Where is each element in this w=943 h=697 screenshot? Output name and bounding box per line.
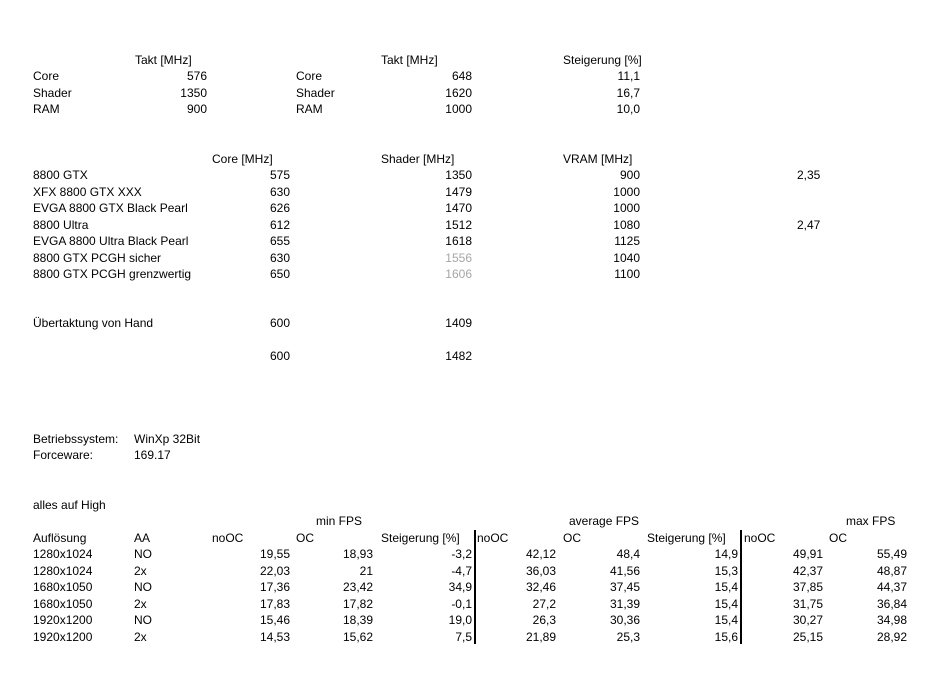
group-min-fps: min FPS [316,514,363,528]
fps-min-nooc: 15,46 [259,613,290,627]
increase-value: 11,1 [617,69,640,83]
fps-min-oc: 17,82 [342,597,373,611]
fps-resolution: 1680x1050 [33,597,93,611]
fps-avg-nooc: 32,46 [525,580,556,594]
fps-avg-oc: 48,4 [616,547,640,561]
card-shader: 1556 [445,251,472,265]
fps-min-oc: 21 [359,564,373,578]
header-avg-oc: OC [563,531,581,545]
column-divider [474,530,476,644]
card-vram: 900 [619,168,640,182]
fps-max-nooc: 37,85 [792,580,823,594]
fps-min-oc: 18,39 [342,613,373,627]
fps-max-oc: 36,84 [876,597,907,611]
settings-note: alles auf High [33,498,106,512]
header-avg-increase: Steigerung [%] [647,531,726,545]
manual-oc-shader: 1409 [445,316,472,330]
fps-avg-oc: 30,36 [609,613,640,627]
fps-avg-oc: 25,3 [616,630,640,644]
card-core: 626 [269,201,290,215]
fps-max-oc: 34,98 [876,613,907,627]
fps-min-oc: 15,62 [342,630,373,644]
card-extra: 2,47 [797,218,821,232]
card-name: 8800 GTX PCGH sicher [33,251,162,265]
os-value: WinXp 32Bit [134,432,201,446]
clock-right-label: Shader [296,86,335,100]
fps-avg-increase: 14,9 [714,547,738,561]
card-name: 8800 GTX [33,168,88,182]
card-core: 655 [269,234,290,248]
fps-aa: NO [134,613,152,627]
fps-min-increase: -3,2 [451,547,472,561]
fps-min-nooc: 22,03 [259,564,290,578]
fps-resolution: 1280x1024 [33,564,93,578]
fps-avg-nooc: 42,12 [525,547,556,561]
card-vram: 1000 [613,201,640,215]
fps-max-nooc: 42,37 [792,564,823,578]
header-min-oc: OC [296,531,314,545]
fps-min-increase: 19,0 [448,613,472,627]
card-name: 8800 Ultra [33,218,89,232]
fps-max-oc: 28,92 [876,630,907,644]
fps-avg-increase: 15,3 [714,564,738,578]
card-core: 630 [269,185,290,199]
fps-resolution: 1280x1024 [33,547,93,561]
fps-resolution: 1920x1200 [33,613,93,627]
column-divider [740,530,742,644]
fps-min-nooc: 19,55 [259,547,290,561]
fps-avg-nooc: 36,03 [525,564,556,578]
fps-avg-nooc: 21,89 [525,630,556,644]
card-shader: 1479 [445,185,472,199]
header-max-nooc: noOC [744,531,776,545]
card-name: 8800 GTX PCGH grenzwertig [33,267,192,281]
card-extra: 2,35 [797,168,821,182]
fps-max-nooc: 31,75 [792,597,823,611]
fps-aa: 2x [134,564,147,578]
cards-header-shader: Shader [MHz] [381,152,455,166]
card-name: EVGA 8800 GTX Black Pearl [33,201,188,215]
card-vram: 1125 [614,234,640,248]
fps-avg-increase: 15,4 [714,580,738,594]
card-name: EVGA 8800 Ultra Black Pearl [33,234,189,248]
manual-oc-shader: 1482 [445,349,472,363]
fps-avg-increase: 15,4 [714,597,738,611]
card-shader: 1512 [445,218,472,232]
clock-left-value: 1350 [180,86,207,100]
fps-avg-oc: 41,56 [609,564,640,578]
cards-header-vram: VRAM [MHz] [563,152,633,166]
card-shader: 1470 [445,201,472,215]
forceware-label: Forceware: [33,448,94,462]
manual-oc-core: 600 [269,349,290,363]
header-resolution: Auflösung [33,531,87,545]
card-vram: 1000 [613,185,640,199]
os-label: Betriebssystem: [33,432,119,446]
fps-avg-nooc: 27,2 [532,597,556,611]
fps-min-increase: -0,1 [451,597,472,611]
clock-left-header: Takt [MHz] [135,53,192,67]
card-shader: 1618 [445,234,472,248]
group-max-fps: max FPS [846,514,896,528]
card-vram: 1080 [613,218,640,232]
fps-resolution: 1680x1050 [33,580,93,594]
header-avg-nooc: noOC [477,531,509,545]
fps-aa: 2x [134,597,147,611]
clock-right-label: RAM [296,102,323,116]
fps-max-nooc: 30,27 [792,613,823,627]
fps-max-oc: 55,49 [876,547,907,561]
clock-right-header: Takt [MHz] [381,53,438,67]
fps-avg-increase: 15,4 [714,613,738,627]
fps-min-nooc: 14,53 [259,630,290,644]
clock-right-value: 648 [451,69,472,83]
fps-min-increase: 34,9 [448,580,472,594]
fps-aa: NO [134,580,152,594]
fps-aa: NO [134,547,152,561]
fps-min-oc: 18,93 [342,547,373,561]
fps-max-oc: 48,87 [876,564,907,578]
fps-min-oc: 23,42 [342,580,373,594]
card-core: 612 [269,218,290,232]
increase-value: 10,0 [616,102,640,116]
card-shader: 1606 [445,267,472,281]
fps-avg-nooc: 26,3 [532,613,556,627]
header-min-increase: Steigerung [%] [381,531,460,545]
increase-header: Steigerung [%] [563,53,642,67]
fps-avg-oc: 31,39 [609,597,640,611]
clock-right-label: Core [296,69,323,83]
clock-right-value: 1620 [445,86,472,100]
fps-min-increase: 7,5 [455,630,472,644]
fps-min-nooc: 17,36 [259,580,290,594]
card-core: 650 [269,267,290,281]
header-aa: AA [134,531,151,545]
clock-left-value: 576 [186,69,207,83]
clock-left-label: RAM [33,102,60,116]
clock-right-value: 1000 [445,102,472,116]
header-min-nooc: noOC [212,531,244,545]
card-vram: 1040 [613,251,640,265]
fps-min-increase: -4,7 [451,564,472,578]
card-name: XFX 8800 GTX XXX [33,185,142,199]
manual-oc-label: Übertaktung von Hand [33,316,154,330]
fps-aa: 2x [134,630,147,644]
header-max-oc: OC [829,531,847,545]
fps-avg-oc: 37,45 [609,580,640,594]
card-core: 630 [269,251,290,265]
increase-value: 16,7 [616,86,640,100]
cards-header-core: Core [MHz] [212,152,273,166]
fps-max-nooc: 49,91 [792,547,823,561]
fps-max-nooc: 25,15 [792,630,823,644]
card-vram: 1100 [614,267,640,281]
forceware-value: 169.17 [134,448,171,462]
clock-left-label: Core [33,69,60,83]
clock-left-label: Shader [33,86,72,100]
fps-max-oc: 44,37 [876,580,907,594]
clock-left-value: 900 [186,102,207,116]
fps-min-nooc: 17,83 [259,597,290,611]
card-core: 575 [269,168,290,182]
card-shader: 1350 [445,168,472,182]
fps-resolution: 1920x1200 [33,630,93,644]
manual-oc-core: 600 [269,316,290,330]
group-average-fps: average FPS [569,514,640,528]
fps-avg-increase: 15,6 [714,630,738,644]
